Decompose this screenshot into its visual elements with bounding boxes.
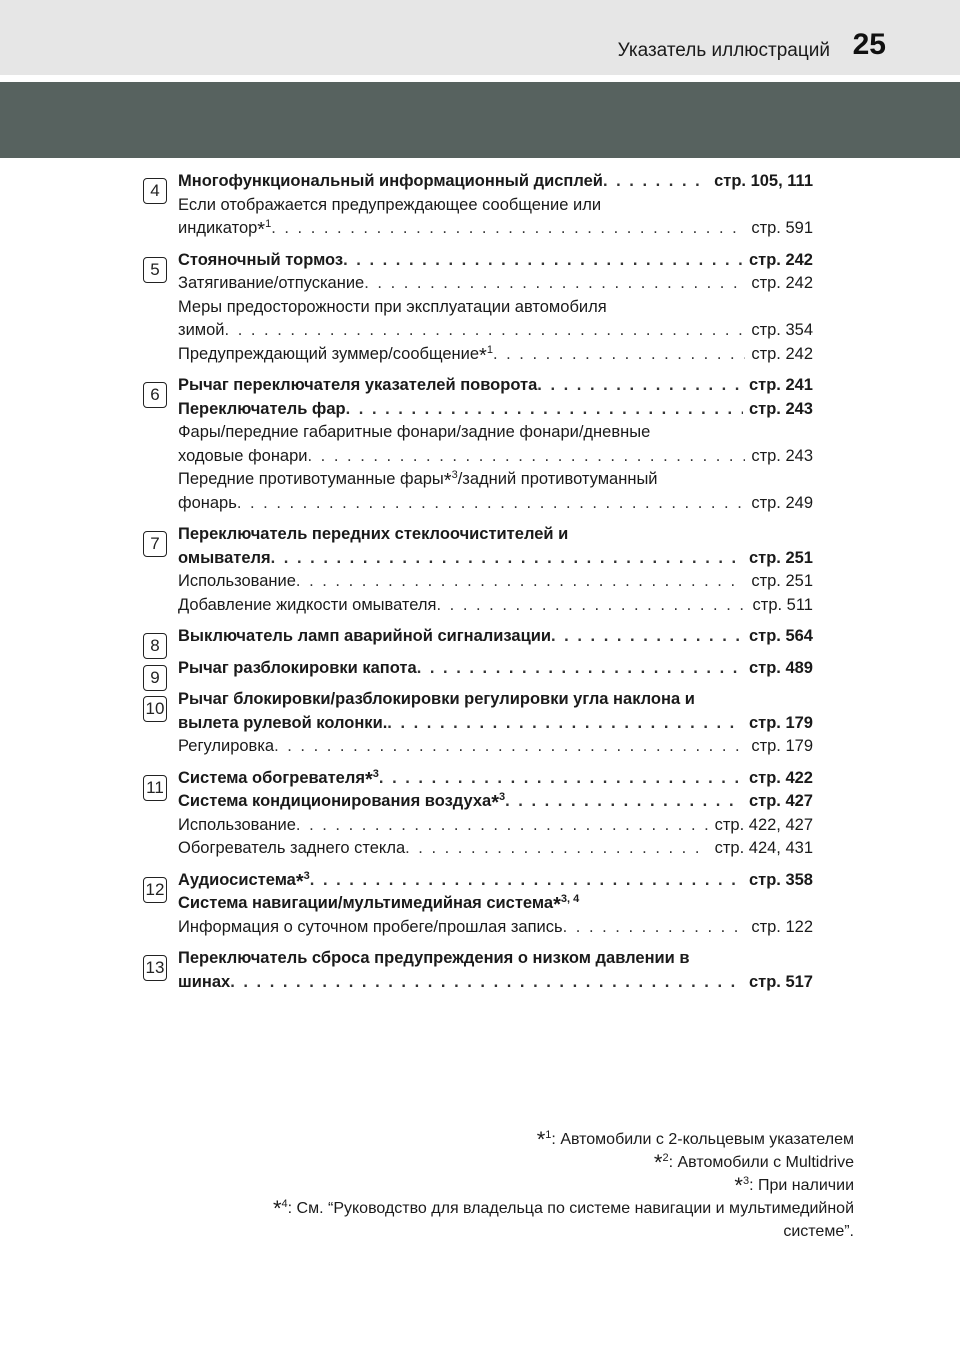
page-reference: стр. 564 <box>748 627 813 645</box>
entry-text <box>178 594 436 618</box>
entry-text <box>178 688 695 712</box>
entry-label-tail: /задний противотуманный <box>457 470 658 488</box>
entry-label: шинах <box>178 972 231 991</box>
index-entry <box>178 570 813 594</box>
index-entry-row <box>178 421 813 445</box>
index-entry-row <box>178 916 813 940</box>
index-entry-row <box>178 374 813 398</box>
footnote-mark: 4 <box>281 1198 288 1210</box>
dot-leader <box>274 735 745 759</box>
index-entry-row <box>178 249 813 273</box>
page-reference: стр. 105, 111 <box>714 172 813 190</box>
index-entry-row <box>178 296 813 320</box>
footnote-ref: 3 <box>451 469 458 481</box>
entry-text <box>178 217 271 241</box>
footnote-text: : Автомобили с 2-кольцевым указателем <box>551 1131 854 1148</box>
entry-text <box>178 319 225 343</box>
entry-text <box>178 735 274 759</box>
page-reference: стр. 242 <box>751 344 813 363</box>
footnote-line <box>273 1151 854 1174</box>
footnote-star: * <box>491 792 499 814</box>
footnote-text: : См. “Руководство для владельца по системе навигации и мультимедийной <box>287 1200 854 1217</box>
index-entry <box>178 468 813 492</box>
footnote-text: : Автомобили с Multidrive <box>668 1154 854 1171</box>
index-entry-row <box>178 217 813 241</box>
footnote-ref: 3 <box>498 791 506 803</box>
footnote-star: * <box>553 894 561 916</box>
index-entry <box>178 869 813 893</box>
entry-label: Добавление жидкости омывателя <box>178 595 437 614</box>
footnote-line <box>273 1220 854 1243</box>
index-entry-row <box>178 398 813 422</box>
section-number-badge: 9 <box>143 665 167 691</box>
dot-leader <box>563 916 746 940</box>
page-reference: стр. 179 <box>748 713 813 732</box>
index-entry <box>178 688 813 712</box>
index-section-7 <box>0 523 960 617</box>
index-entry <box>178 837 813 861</box>
dot-leader <box>271 217 745 241</box>
footnote-star: * <box>536 1127 546 1152</box>
index-entry-row <box>178 837 813 861</box>
index-entry <box>178 971 813 995</box>
page-reference: стр. 242 <box>751 274 813 292</box>
index-section-10 <box>0 688 960 759</box>
dot-leader <box>493 343 745 367</box>
index-entry <box>178 547 813 571</box>
entry-label: Использование <box>178 572 296 590</box>
entry-label: Информация о суточном пробеге/прошлая запись <box>178 917 563 936</box>
index-entry <box>178 767 813 791</box>
entry-label: Если отображается предупреждающее сообщение или <box>178 195 602 214</box>
entry-text <box>178 971 230 995</box>
entry-label: Переключатель передних стеклоочистителей и <box>178 525 569 543</box>
footnote-line <box>273 1128 854 1151</box>
dot-leader <box>505 790 743 814</box>
entry-text <box>178 814 296 838</box>
index-entry-row <box>178 570 813 594</box>
index-entry-row <box>178 445 813 469</box>
entry-label: индикатор <box>178 219 258 237</box>
entry-label: ходовые фонари <box>178 446 308 465</box>
dot-leader <box>225 319 746 343</box>
dot-leader <box>417 657 743 681</box>
index-entry-row <box>178 712 813 736</box>
dot-leader <box>237 492 745 516</box>
entry-label: зимой <box>178 321 225 339</box>
entry-text <box>178 869 310 893</box>
dot-leader <box>537 374 743 398</box>
index-entry <box>178 421 813 445</box>
index-entry-row <box>178 170 813 194</box>
index-entry-row <box>178 657 813 681</box>
entry-text <box>178 272 364 296</box>
section-number-badge: 10 <box>143 696 167 722</box>
entry-label: фонарь <box>178 493 237 512</box>
entry-label: Выключатель ламп аварийной сигнализации <box>178 627 552 645</box>
entry-label: Многофункциональный информационный дисплей <box>178 172 603 190</box>
footnote-star: * <box>653 1150 663 1175</box>
page-title: Указатель иллюстраций <box>617 40 830 61</box>
dot-leader <box>296 570 745 594</box>
dot-leader <box>405 837 708 861</box>
page-reference: стр. 179 <box>751 737 813 755</box>
index-entry <box>178 625 813 649</box>
index-entry <box>178 398 813 422</box>
section-number-badge: 12 <box>143 877 167 903</box>
dot-leader <box>343 249 743 273</box>
dot-leader <box>308 445 746 469</box>
footnote-mark: 3 <box>742 1175 750 1187</box>
footnote-text: системе”. <box>783 1223 854 1240</box>
section-number-badge: 11 <box>143 775 167 801</box>
index-entry-row <box>178 625 813 649</box>
footnote-text: : При наличии <box>749 1177 854 1194</box>
index-entry <box>178 445 813 469</box>
page-reference: стр. 251 <box>751 572 813 590</box>
entry-label: Использование <box>178 815 296 834</box>
footnote-ref: 3 <box>372 767 379 780</box>
entry-text <box>178 492 237 516</box>
index-entry-row <box>178 468 813 492</box>
index-entry <box>178 343 813 367</box>
page-reference: стр. 243 <box>748 399 813 418</box>
entry-label: Система кондиционирования воздуха <box>178 792 492 810</box>
dot-leader <box>603 170 708 194</box>
dot-leader <box>387 712 743 736</box>
dot-leader <box>271 547 743 571</box>
entry-label: Передние противотуманные фары <box>178 470 444 488</box>
index-entry <box>178 296 813 320</box>
entry-text <box>178 194 601 218</box>
index-section-8 <box>0 625 960 655</box>
index-section-13 <box>0 947 960 994</box>
entry-label: Предупреждающий зуммер/сообщение <box>178 344 480 363</box>
index-section-6 <box>0 374 960 515</box>
entry-text <box>178 374 537 398</box>
index-entry-row <box>178 790 813 814</box>
footnote-ref: 1 <box>265 218 272 230</box>
index-entry-row <box>178 523 813 547</box>
entry-label: Меры предосторожности при эксплуатации автомобиля <box>178 297 607 316</box>
index-entry-row <box>178 272 813 296</box>
entry-text <box>178 947 690 971</box>
entry-text <box>178 657 417 681</box>
footnotes <box>273 1128 854 1243</box>
page-reference: стр. 354 <box>751 321 813 339</box>
index-entry <box>178 194 813 218</box>
index-entry-row <box>178 547 813 571</box>
footnote-star: * <box>295 870 304 893</box>
index-entry-row <box>178 194 813 218</box>
footnote-line <box>273 1174 854 1197</box>
section-number-badge: 7 <box>143 531 167 557</box>
entry-label: Рычаг блокировки/разблокировки регулировки угла наклона и <box>178 690 695 708</box>
footnote-line <box>273 1197 854 1220</box>
footnote-ref: 1 <box>486 343 493 356</box>
entry-text <box>178 343 493 367</box>
entry-text <box>178 547 271 571</box>
entry-text <box>178 916 563 940</box>
entry-label: омывателя <box>178 548 271 567</box>
index-section-11 <box>0 767 960 861</box>
entry-text <box>178 837 405 861</box>
footnote-star: * <box>364 768 373 791</box>
index-entry-row <box>178 947 813 971</box>
index-entry <box>178 657 813 681</box>
index-entry-row <box>178 492 813 516</box>
entry-text <box>178 712 387 736</box>
index-entry <box>178 492 813 516</box>
page-reference: стр. 242 <box>748 250 813 269</box>
index-entry <box>178 319 813 343</box>
page-reference: стр. 489 <box>748 658 813 677</box>
dot-leader <box>230 971 743 995</box>
entry-text <box>178 468 658 492</box>
page-reference: стр. 122 <box>751 917 813 936</box>
page-reference: стр. 427 <box>748 792 813 810</box>
page-reference: стр. 241 <box>748 376 813 394</box>
entry-text <box>178 625 551 649</box>
footnote-mark: 1 <box>545 1129 552 1141</box>
index-entry-row <box>178 767 813 791</box>
index-entry <box>178 170 813 194</box>
index-entry <box>178 916 813 940</box>
entry-text <box>178 296 607 320</box>
section-number-badge: 8 <box>143 633 167 659</box>
dot-leader <box>310 869 743 893</box>
index-entry-row <box>178 688 813 712</box>
index-entry-row <box>178 869 813 893</box>
page-number: 25 <box>852 28 886 61</box>
footnote-star: * <box>479 344 487 367</box>
illustration-index-list <box>0 170 960 1002</box>
page-reference: стр. 422, 427 <box>714 815 813 834</box>
entry-label: Аудиосистема <box>178 870 296 889</box>
index-section-12 <box>0 869 960 940</box>
footnote-ref: 3 <box>303 869 310 882</box>
entry-label: Обогреватель заднего стекла <box>178 839 406 857</box>
footnote-mark: 2 <box>662 1152 669 1164</box>
index-entry <box>178 814 813 838</box>
section-number-badge: 6 <box>143 382 167 408</box>
index-entry <box>178 947 813 971</box>
index-section-9 <box>0 657 960 687</box>
header-band <box>0 0 960 75</box>
footnote-star: * <box>443 470 452 492</box>
page-reference: стр. 249 <box>751 493 813 512</box>
entry-text <box>178 523 568 547</box>
footnote-star: * <box>734 1173 743 1198</box>
dot-leader <box>379 767 743 791</box>
page-reference: стр. 517 <box>748 972 813 991</box>
section-number-badge: 13 <box>143 955 167 981</box>
index-entry <box>178 594 813 618</box>
page-reference: стр. 422 <box>748 768 813 787</box>
index-entry <box>178 892 813 916</box>
entry-text <box>178 767 379 791</box>
dot-leader <box>346 398 743 422</box>
entry-text <box>178 892 579 916</box>
footnote-star: * <box>272 1196 282 1221</box>
footnote-ref: 3, 4 <box>560 893 580 905</box>
dot-leader <box>436 594 746 618</box>
index-entry-row <box>178 343 813 367</box>
header-dark-band <box>0 82 960 158</box>
index-entry-row <box>178 814 813 838</box>
index-section-4 <box>0 170 960 241</box>
page-reference: стр. 591 <box>751 219 813 237</box>
index-entry <box>178 374 813 398</box>
section-number-badge: 5 <box>143 257 167 283</box>
index-entry <box>178 249 813 273</box>
index-entry-row <box>178 971 813 995</box>
dot-leader <box>551 625 743 649</box>
index-entry-row <box>178 319 813 343</box>
entry-label: Стояночный тормоз <box>178 250 344 269</box>
entry-label: вылета рулевой колонки. <box>178 713 388 732</box>
index-entry-row <box>178 735 813 759</box>
index-entry <box>178 735 813 759</box>
entry-label: Переключатель фар <box>178 399 346 418</box>
entry-text <box>178 170 603 194</box>
index-entry <box>178 217 813 241</box>
entry-label: Регулировка <box>178 737 275 755</box>
index-entry <box>178 272 813 296</box>
entry-text <box>178 790 505 814</box>
dot-leader <box>364 272 745 296</box>
entry-text <box>178 421 650 445</box>
page-reference: стр. 511 <box>752 595 813 614</box>
entry-label: Переключатель сброса предупреждения о низком давлении в <box>178 949 690 967</box>
entry-text <box>178 570 296 594</box>
entry-label: Система обогревателя <box>178 768 365 787</box>
entry-label: Фары/передние габаритные фонари/задние фонари/дневные <box>178 423 651 441</box>
entry-label: Рычаг переключателя указателей поворота <box>178 376 538 394</box>
index-entry <box>178 790 813 814</box>
page-reference: стр. 243 <box>751 446 813 465</box>
entry-label: Рычаг разблокировки капота <box>178 658 417 677</box>
index-entry <box>178 523 813 547</box>
dot-leader <box>296 814 709 838</box>
entry-label: Затягивание/отпускание <box>178 274 365 292</box>
index-section-5 <box>0 249 960 367</box>
page-reference: стр. 358 <box>748 870 813 889</box>
footnote-star: * <box>257 219 266 241</box>
entry-text <box>178 445 308 469</box>
entry-label: Система навигации/мультимедийная система <box>178 894 554 912</box>
page-reference: стр. 251 <box>748 548 813 567</box>
index-entry <box>178 712 813 736</box>
entry-text <box>178 249 343 273</box>
page-reference: стр. 424, 431 <box>714 839 813 857</box>
section-number-badge: 4 <box>143 178 167 204</box>
index-entry-row <box>178 594 813 618</box>
index-entry-row <box>178 892 813 916</box>
entry-text <box>178 398 346 422</box>
